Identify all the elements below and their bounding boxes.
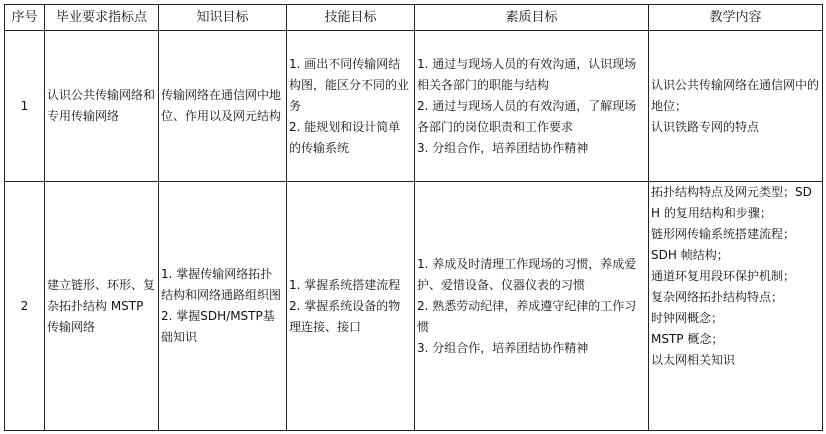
row-knowledge (159, 31, 287, 182)
content-item: 认识铁路专网的特点 (651, 119, 760, 134)
knowledge-item: 2. 掌握SDH/MSTP基础知识 (161, 309, 275, 344)
content-item: 认识公共传输网络在通信网中的地位； (651, 77, 820, 113)
content-item: SDH 帧结构； (651, 248, 729, 262)
table-row (5, 182, 823, 431)
row-knowledge (159, 182, 287, 431)
skill-item: 1. 掌握系统搭建流程 (289, 277, 401, 292)
curriculum-table (4, 4, 823, 431)
row-quality (415, 31, 649, 182)
content-item: 时钟网概念； (651, 311, 724, 325)
row-quality (415, 182, 649, 431)
quality-item: 2. 熟悉劳动纪律，养成遵守纪律的工作习惯 (417, 298, 637, 334)
header-indicator: 毕业要求指标点 (45, 5, 159, 31)
content-item: 复杂网络拓扑结构特点； (651, 290, 784, 304)
row-seq: 1 (5, 31, 45, 182)
header-knowledge: 知识目标 (159, 5, 287, 31)
header-skill: 技能目标 (287, 5, 415, 31)
content-item: 链形网传输系统搭建流程； (651, 227, 796, 241)
content-item: 拓扑结构特点及网元类型；SDH 的复用结构和步骤； (651, 185, 812, 220)
knowledge-item: 传输网络在通信网中地位、作用以及网元结构 (161, 88, 282, 123)
row-indicator: 建立链形、环形、复杂拓扑结构 MSTP 传输网络 (45, 182, 159, 431)
row-indicator: 认识公共传输网络和专用传输网络 (45, 31, 159, 182)
row-skill (287, 31, 415, 182)
content-item: MSTP 概念； (651, 332, 724, 346)
skill-item: 2. 掌握系统设备的物理连接、接口 (289, 298, 401, 334)
skill-item: 2. 能规划和设计简单的传输系统 (289, 119, 401, 155)
quality-item: 2. 通过与现场人员的有效沟通，了解现场各部门的岗位职责和工作要求 (417, 98, 637, 134)
table-row (5, 31, 823, 182)
quality-item: 1. 养成及时清理工作现场的习惯，养成爱护、爱惜设备、仪器仪表的习惯 (417, 256, 637, 292)
header-row (5, 5, 823, 31)
row-skill (287, 182, 415, 431)
content-item: 通道环复用段环保护机制； (651, 269, 796, 283)
quality-item: 3. 分组合作，培养团结协作精神 (417, 140, 589, 155)
header-seq: 序号 (5, 5, 45, 31)
header-quality: 素质目标 (415, 5, 649, 31)
quality-item: 1. 通过与现场人员的有效沟通，认识现场相关各部门的职能与结构 (417, 56, 637, 92)
header-content: 教学内容 (649, 5, 823, 31)
row-seq: 2 (5, 182, 45, 431)
knowledge-item: 1. 掌握传输网络拓扑结构和网络通路组织图 (161, 267, 282, 302)
row-content (649, 31, 823, 182)
content-item: 以太网相关知识 (651, 353, 736, 367)
quality-item: 3. 分组合作，培养团结协作精神 (417, 340, 589, 355)
skill-item: 1. 画出不同传输网结构图，能区分不同的业务 (289, 56, 410, 113)
row-content (649, 182, 823, 431)
